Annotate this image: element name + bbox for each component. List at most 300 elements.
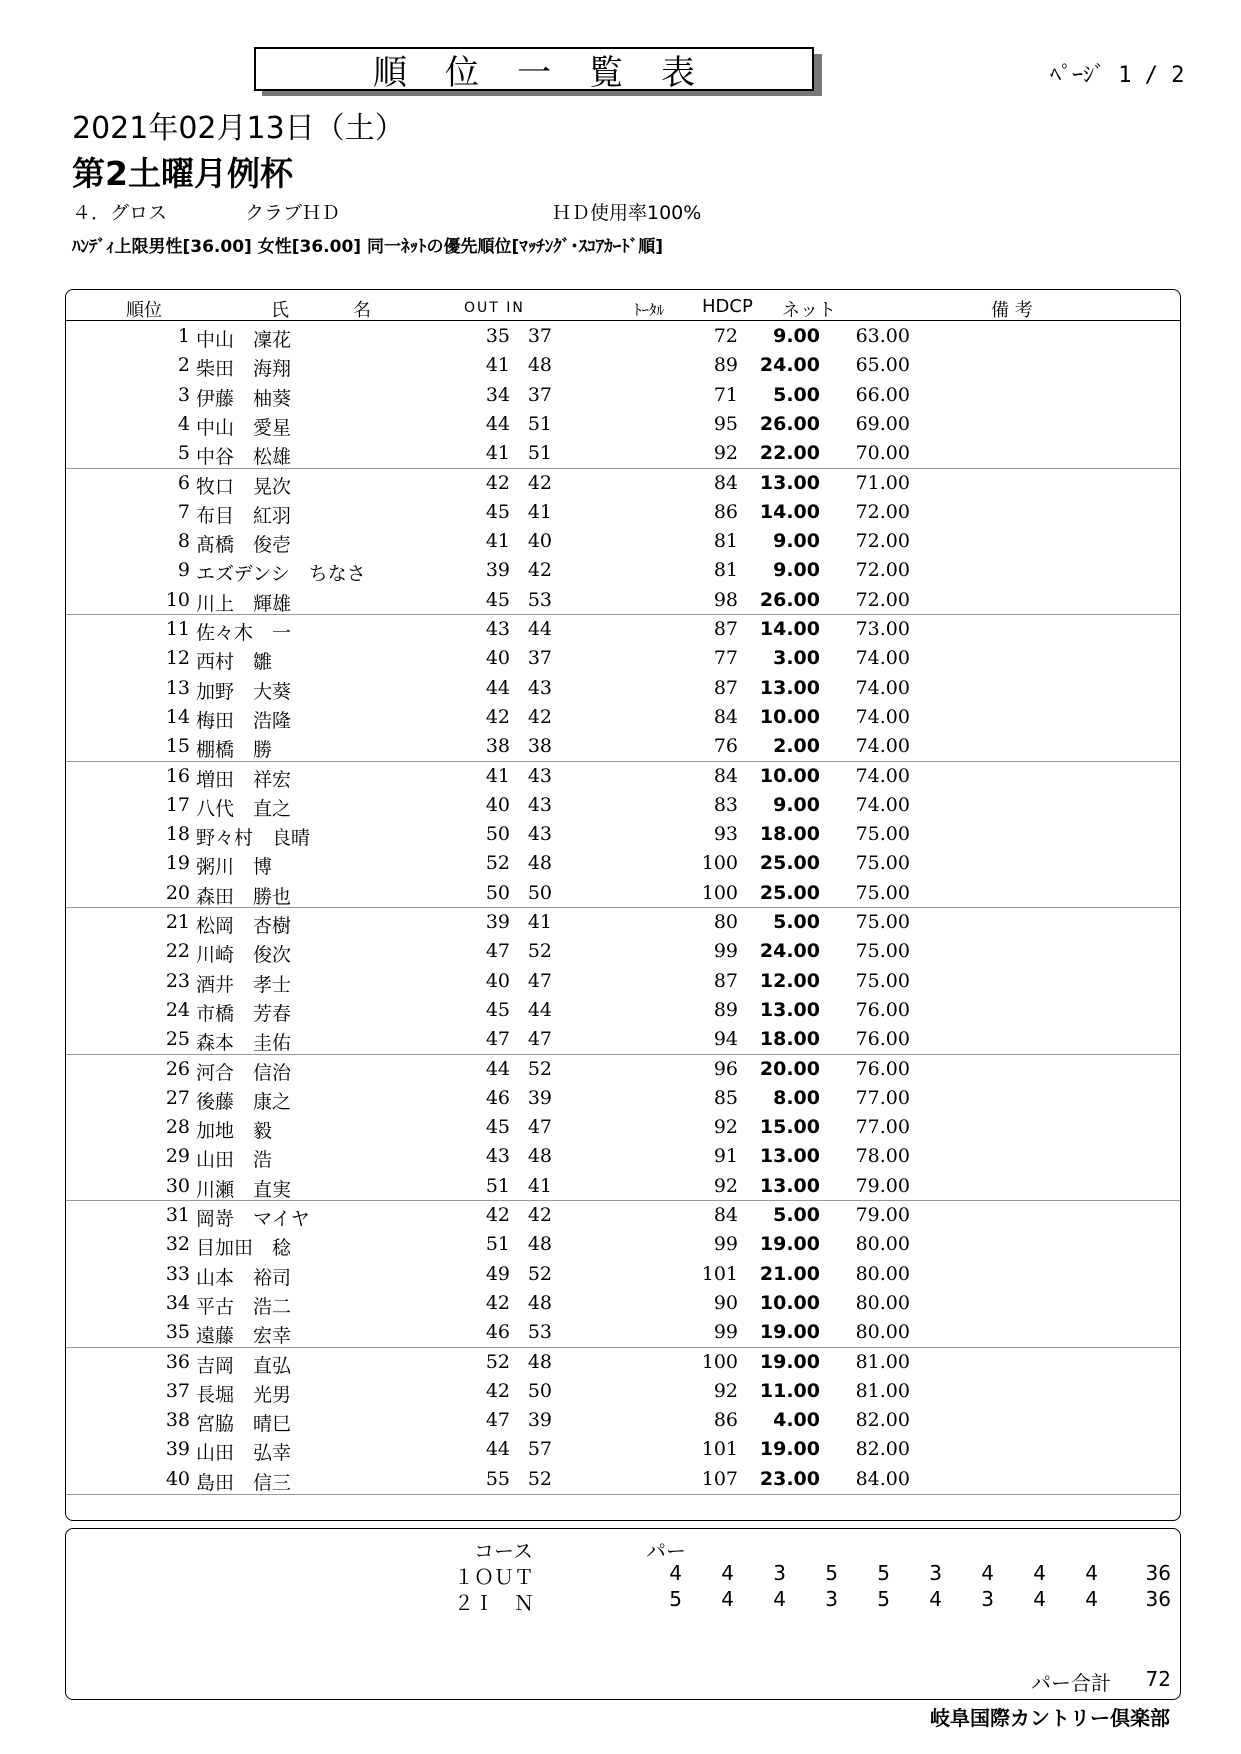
rank-cell: 36: [165, 1350, 190, 1373]
par-total: 72: [1145, 1667, 1171, 1691]
net-cell: 74.00: [855, 764, 910, 787]
total-cell: 98: [713, 588, 738, 611]
total-cell: 99: [713, 1233, 738, 1256]
out-cell: 44: [485, 1438, 510, 1461]
table-row: [66, 439, 1180, 468]
out-cell: 44: [485, 412, 510, 435]
out-cell: 49: [485, 1262, 510, 1285]
hole-par: 4: [1085, 1587, 1098, 1611]
total-cell: 96: [713, 1057, 738, 1080]
hole-par: 3: [825, 1587, 838, 1611]
in-cell: 42: [527, 1204, 552, 1226]
in-cell: 42: [527, 705, 552, 728]
in-cell: 48: [527, 1291, 552, 1314]
hdcp-cell: 13.00: [759, 1145, 820, 1168]
total-cell: 92: [713, 1116, 738, 1139]
net-cell: 72.00: [855, 559, 910, 582]
table-row: [66, 1142, 1180, 1171]
header-net: ネット: [782, 300, 836, 321]
in-cell: 48: [527, 1145, 552, 1168]
out-cell: 44: [485, 676, 510, 699]
name-cell: 宮脇 晴巳: [196, 1413, 292, 1436]
rank-cell: 12: [165, 647, 190, 670]
table-row: [66, 1289, 1180, 1318]
out-cell: 52: [485, 852, 510, 875]
hdcp-cell: 13.00: [759, 998, 820, 1021]
table-row: [66, 381, 1180, 410]
club-name: 岐阜国際カントリー倶楽部: [930, 1706, 1170, 1730]
hd-type: クラブＨＤ: [245, 202, 341, 224]
name-cell: 川崎 俊次: [196, 944, 292, 967]
name-cell: 遠藤 宏幸: [196, 1325, 292, 1348]
group-rule: [66, 1494, 1180, 1495]
in-cell: 53: [527, 588, 552, 611]
net-cell: 75.00: [855, 969, 910, 992]
name-cell: 中山 愛星: [196, 416, 292, 439]
rank-cell: 13: [165, 676, 190, 699]
out-cell: 40: [485, 793, 510, 816]
table-row: [66, 527, 1180, 556]
event-name: 第2土曜月例杯: [72, 154, 293, 193]
net-cell: 72.00: [855, 530, 910, 553]
net-cell: 75.00: [855, 911, 910, 933]
in-cell: 43: [527, 764, 552, 787]
in-cell: 37: [527, 325, 552, 347]
hdcp-cell: 13.00: [759, 1174, 820, 1197]
out-cell: 42: [485, 1291, 510, 1314]
hdcp-cell: 20.00: [759, 1057, 820, 1080]
name-cell: 野々村 良晴: [196, 827, 311, 850]
net-cell: 66.00: [855, 383, 910, 406]
course-label: コース: [474, 1539, 533, 1563]
in-cell: 37: [527, 647, 552, 670]
handicap-note: ﾊﾝﾃﾞｨ上限男性[36.00] 女性[36.00] 同一ﾈｯﾄの優先順位[ﾏｯﾁﾝｸﾞ･ｽｺｱｶｰﾄﾞ順]: [72, 237, 663, 257]
hole-par: 5: [877, 1587, 890, 1611]
name-cell: エズデンシ ちなさ: [196, 563, 366, 586]
hole-par: 3: [981, 1587, 994, 1611]
out-cell: 38: [485, 735, 510, 758]
rank-cell: 20: [165, 881, 190, 904]
rank-cell: 8: [177, 530, 190, 553]
name-cell: 市橋 芳春: [196, 1002, 292, 1025]
in-cell: 48: [527, 1233, 552, 1256]
total-cell: 81: [713, 530, 738, 553]
out-cell: 42: [485, 471, 510, 494]
table-row: [66, 762, 1180, 791]
table-row: [66, 1435, 1180, 1464]
name-cell: 山本 裕司: [196, 1266, 292, 1289]
in-cell: 43: [527, 676, 552, 699]
out-cell: 42: [485, 1204, 510, 1226]
rank-cell: 40: [165, 1467, 190, 1490]
table-row: [66, 996, 1180, 1025]
hdcp-cell: 5.00: [773, 1204, 820, 1226]
in-cell: 40: [527, 530, 552, 553]
net-cell: 79.00: [855, 1174, 910, 1197]
table-row: [66, 322, 1180, 351]
table-row: [66, 1406, 1180, 1435]
rank-cell: 19: [165, 852, 190, 875]
table-row: [66, 586, 1180, 615]
name-cell: 河合 信治: [196, 1061, 292, 1084]
rank-cell: 3: [177, 383, 190, 406]
hdcp-cell: 10.00: [759, 705, 820, 728]
out-cell: 50: [485, 881, 510, 904]
total-cell: 92: [713, 1379, 738, 1402]
in-cell: 52: [527, 940, 552, 963]
net-cell: 77.00: [855, 1116, 910, 1139]
hdcp-cell: 11.00: [759, 1379, 820, 1402]
course-par-total: 36: [1145, 1587, 1171, 1611]
table-row: [66, 498, 1180, 527]
out-cell: 45: [485, 500, 510, 523]
hole-par: 3: [929, 1561, 942, 1585]
rank-cell: 38: [165, 1409, 190, 1432]
total-cell: 83: [713, 793, 738, 816]
name-cell: 長堀 光男: [196, 1383, 292, 1406]
in-cell: 57: [527, 1438, 552, 1461]
hole-par: 4: [669, 1561, 682, 1585]
event-date: 2021年02月13日（土）: [72, 111, 405, 146]
net-cell: 81.00: [855, 1350, 910, 1373]
out-cell: 47: [485, 940, 510, 963]
rank-cell: 23: [165, 969, 190, 992]
out-cell: 40: [485, 647, 510, 670]
out-cell: 51: [485, 1174, 510, 1197]
net-cell: 74.00: [855, 676, 910, 699]
out-cell: 52: [485, 1350, 510, 1373]
total-cell: 84: [713, 1204, 738, 1226]
out-cell: 45: [485, 588, 510, 611]
in-cell: 39: [527, 1409, 552, 1432]
out-cell: 41: [485, 354, 510, 377]
rank-cell: 28: [165, 1116, 190, 1139]
hdcp-cell: 18.00: [759, 823, 820, 846]
total-cell: 107: [701, 1467, 738, 1490]
name-cell: 伊藤 柚葵: [196, 387, 292, 410]
hdcp-cell: 21.00: [759, 1262, 820, 1285]
hole-par: 4: [1033, 1561, 1046, 1585]
net-cell: 74.00: [855, 735, 910, 758]
name-cell: 後藤 康之: [196, 1090, 292, 1113]
out-cell: 46: [485, 1321, 510, 1344]
table-row: [66, 879, 1180, 908]
hdcp-cell: 9.00: [773, 530, 820, 553]
table-row: [66, 1230, 1180, 1259]
table-row: [66, 674, 1180, 703]
hole-par: 5: [825, 1561, 838, 1585]
in-cell: 48: [527, 354, 552, 377]
out-cell: 41: [485, 764, 510, 787]
net-cell: 63.00: [855, 325, 910, 347]
in-cell: 43: [527, 793, 552, 816]
table-row: [66, 1377, 1180, 1406]
course-name: １ＯＵＴ: [454, 1565, 534, 1589]
table-row: [66, 1465, 1180, 1494]
hdcp-cell: 24.00: [759, 354, 820, 377]
rank-cell: 11: [165, 618, 190, 640]
hdcp-cell: 2.00: [773, 735, 820, 758]
rank-cell: 17: [165, 793, 190, 816]
table-row: [66, 849, 1180, 878]
total-cell: 100: [701, 881, 738, 904]
hdcp-cell: 19.00: [759, 1438, 820, 1461]
in-cell: 50: [527, 881, 552, 904]
table-row: [66, 410, 1180, 439]
total-cell: 95: [713, 412, 738, 435]
total-cell: 92: [713, 442, 738, 465]
name-cell: 布目 紅羽: [196, 504, 292, 527]
hdcp-cell: 25.00: [759, 881, 820, 904]
in-cell: 38: [527, 735, 552, 758]
name-cell: 加野 大葵: [196, 680, 292, 703]
total-cell: 89: [713, 354, 738, 377]
rank-cell: 30: [165, 1174, 190, 1197]
hdcp-cell: 23.00: [759, 1467, 820, 1490]
hdcp-cell: 8.00: [773, 1086, 820, 1109]
hdcp-cell: 9.00: [773, 559, 820, 582]
in-cell: 44: [527, 618, 552, 640]
course-name: ２Ｉ Ｎ: [454, 1591, 534, 1615]
net-cell: 81.00: [855, 1379, 910, 1402]
name-cell: 増田 祥宏: [196, 768, 292, 791]
in-cell: 50: [527, 1379, 552, 1402]
out-cell: 47: [485, 1028, 510, 1051]
rank-cell: 32: [165, 1233, 190, 1256]
hdcp-cell: 10.00: [759, 1291, 820, 1314]
rank-cell: 25: [165, 1028, 190, 1051]
in-cell: 39: [527, 1086, 552, 1109]
header-remarks: 備 考: [991, 300, 1033, 321]
net-cell: 71.00: [855, 471, 910, 494]
net-cell: 74.00: [855, 647, 910, 670]
in-cell: 53: [527, 1321, 552, 1344]
name-cell: 酒井 孝士: [196, 973, 292, 996]
header-outin: OUT IN: [464, 300, 525, 316]
name-cell: 川上 輝雄: [196, 592, 292, 615]
hdcp-cell: 19.00: [759, 1233, 820, 1256]
hdcp-cell: 5.00: [773, 911, 820, 933]
table-row: [66, 351, 1180, 380]
name-cell: 梅田 浩隆: [196, 709, 292, 732]
hdcp-cell: 9.00: [773, 793, 820, 816]
hdcp-cell: 18.00: [759, 1028, 820, 1051]
hdcp-cell: 24.00: [759, 940, 820, 963]
net-cell: 75.00: [855, 881, 910, 904]
total-cell: 100: [701, 1350, 738, 1373]
out-cell: 43: [485, 1145, 510, 1168]
table-row: [66, 1201, 1180, 1230]
in-cell: 47: [527, 1116, 552, 1139]
net-cell: 75.00: [855, 823, 910, 846]
out-cell: 50: [485, 823, 510, 846]
in-cell: 47: [527, 1028, 552, 1051]
total-cell: 101: [701, 1262, 738, 1285]
rank-cell: 24: [165, 998, 190, 1021]
rank-cell: 21: [165, 911, 190, 933]
total-cell: 85: [713, 1086, 738, 1109]
hdcp-cell: 10.00: [759, 764, 820, 787]
name-cell: 柴田 海翔: [196, 358, 292, 381]
net-cell: 80.00: [855, 1262, 910, 1285]
out-cell: 44: [485, 1057, 510, 1080]
hole-par: 5: [877, 1561, 890, 1585]
out-cell: 45: [485, 1116, 510, 1139]
out-cell: 39: [485, 559, 510, 582]
rank-cell: 27: [165, 1086, 190, 1109]
title-box: [254, 47, 814, 91]
name-cell: 佐々木 一: [196, 622, 292, 644]
header-rank: 順位: [126, 300, 162, 321]
in-cell: 52: [527, 1467, 552, 1490]
total-cell: 84: [713, 471, 738, 494]
total-cell: 93: [713, 823, 738, 846]
hdcp-cell: 5.00: [773, 383, 820, 406]
name-cell: 髙橋 俊壱: [196, 534, 292, 557]
header-name-b: 名: [353, 300, 371, 321]
name-cell: 吉岡 直弘: [196, 1354, 292, 1377]
out-cell: 35: [485, 325, 510, 347]
table-row: [66, 1318, 1180, 1347]
in-cell: 37: [527, 383, 552, 406]
net-cell: 75.00: [855, 852, 910, 875]
hole-par: 3: [773, 1561, 786, 1585]
out-cell: 42: [485, 1379, 510, 1402]
hdcp-cell: 19.00: [759, 1350, 820, 1373]
total-cell: 87: [713, 676, 738, 699]
table-row: [66, 1113, 1180, 1142]
hdcp-cell: 3.00: [773, 647, 820, 670]
header-rule: [66, 320, 1180, 321]
total-cell: 71: [713, 383, 738, 406]
net-cell: 80.00: [855, 1321, 910, 1344]
total-cell: 81: [713, 559, 738, 582]
table-row: [66, 1055, 1180, 1084]
table-row: [66, 937, 1180, 966]
hdcp-cell: 26.00: [759, 412, 820, 435]
net-cell: 70.00: [855, 442, 910, 465]
net-cell: 74.00: [855, 793, 910, 816]
in-cell: 51: [527, 412, 552, 435]
total-cell: 100: [701, 852, 738, 875]
total-cell: 99: [713, 940, 738, 963]
rank-cell: 7: [177, 500, 190, 523]
table-row: [66, 469, 1180, 498]
net-cell: 82.00: [855, 1438, 910, 1461]
rank-cell: 14: [165, 705, 190, 728]
net-cell: 77.00: [855, 1086, 910, 1109]
net-cell: 73.00: [855, 618, 910, 640]
table-row: [66, 820, 1180, 849]
net-cell: 65.00: [855, 354, 910, 377]
hdcp-cell: 25.00: [759, 852, 820, 875]
rank-cell: 35: [165, 1321, 190, 1344]
name-cell: 川瀬 直実: [196, 1178, 292, 1201]
name-cell: 松岡 杏樹: [196, 915, 292, 937]
rank-cell: 39: [165, 1438, 190, 1461]
hdcp-cell: 15.00: [759, 1116, 820, 1139]
table-row: [66, 732, 1180, 761]
rank-cell: 5: [177, 442, 190, 465]
hole-par: 4: [721, 1587, 734, 1611]
hole-par: 4: [1033, 1587, 1046, 1611]
table-row: [66, 644, 1180, 673]
header-name-a: 氏: [271, 300, 289, 321]
net-cell: 72.00: [855, 588, 910, 611]
in-cell: 44: [527, 998, 552, 1021]
hole-par: 4: [1085, 1561, 1098, 1585]
total-cell: 84: [713, 764, 738, 787]
net-cell: 69.00: [855, 412, 910, 435]
out-cell: 55: [485, 1467, 510, 1490]
out-cell: 41: [485, 442, 510, 465]
hdcp-cell: 14.00: [759, 618, 820, 640]
hdcp-cell: 4.00: [773, 1409, 820, 1432]
name-cell: 粥川 博: [196, 856, 273, 879]
hole-par: 5: [669, 1587, 682, 1611]
out-cell: 42: [485, 705, 510, 728]
hole-par: 4: [981, 1561, 994, 1585]
rank-cell: 34: [165, 1291, 190, 1314]
rank-cell: 31: [165, 1204, 190, 1226]
net-cell: 82.00: [855, 1409, 910, 1432]
in-cell: 48: [527, 852, 552, 875]
hole-par: 4: [721, 1561, 734, 1585]
name-cell: 森田 勝也: [196, 885, 292, 908]
in-cell: 42: [527, 559, 552, 582]
table-row: [66, 1260, 1180, 1289]
out-cell: 46: [485, 1086, 510, 1109]
total-cell: 80: [713, 911, 738, 933]
out-cell: 47: [485, 1409, 510, 1432]
header-hdcp: HDCP: [702, 296, 753, 317]
net-cell: 72.00: [855, 500, 910, 523]
table-row: [66, 615, 1180, 644]
par-label: パー: [646, 1539, 686, 1563]
total-cell: 72: [713, 325, 738, 347]
in-cell: 43: [527, 823, 552, 846]
net-cell: 79.00: [855, 1204, 910, 1226]
table-row: [66, 556, 1180, 585]
out-cell: 40: [485, 969, 510, 992]
net-cell: 76.00: [855, 1028, 910, 1051]
out-cell: 51: [485, 1233, 510, 1256]
in-cell: 51: [527, 442, 552, 465]
hdcp-cell: 14.00: [759, 500, 820, 523]
table-row: [66, 1025, 1180, 1054]
hdcp-cell: 19.00: [759, 1321, 820, 1344]
rank-cell: 26: [165, 1057, 190, 1080]
out-cell: 43: [485, 618, 510, 640]
out-cell: 45: [485, 998, 510, 1021]
hole-par: 4: [929, 1587, 942, 1611]
net-cell: 74.00: [855, 705, 910, 728]
name-cell: 山田 弘幸: [196, 1442, 292, 1465]
net-cell: 76.00: [855, 998, 910, 1021]
total-cell: 84: [713, 705, 738, 728]
hdcp-cell: 12.00: [759, 969, 820, 992]
out-cell: 41: [485, 530, 510, 553]
total-cell: 99: [713, 1321, 738, 1344]
format-label: ４．グロス: [72, 202, 168, 224]
header-total: ﾄｰﾀﾙ: [634, 301, 665, 319]
name-cell: 目加田 稔: [196, 1237, 292, 1260]
hdcp-cell: 13.00: [759, 676, 820, 699]
hdcp-cell: 22.00: [759, 442, 820, 465]
rank-cell: 18: [165, 823, 190, 846]
in-cell: 41: [527, 911, 552, 933]
hdcp-cell: 9.00: [773, 325, 820, 347]
